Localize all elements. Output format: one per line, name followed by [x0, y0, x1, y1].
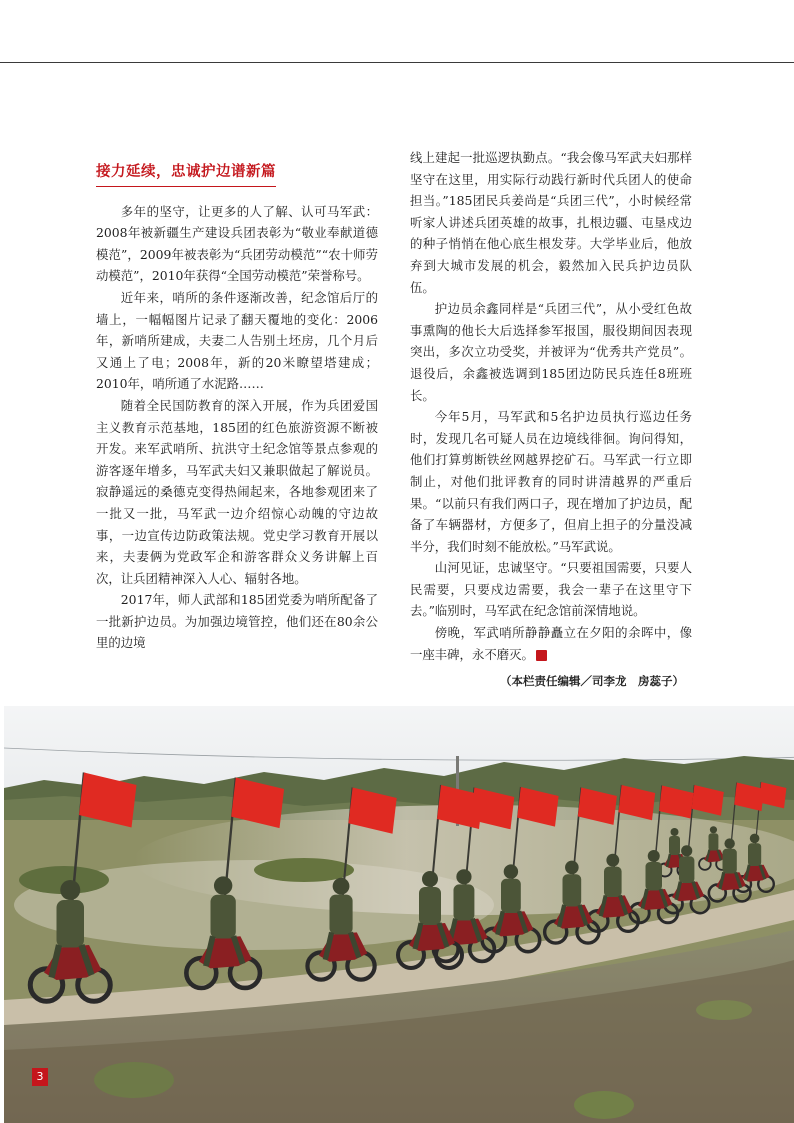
section-heading: 接力延续，忠诚护边谱新篇	[96, 162, 276, 187]
editor-credit: （本栏责任编辑／司李龙 房蕊子）	[500, 674, 684, 689]
end-mark-icon: 图	[536, 650, 547, 661]
final-paragraph-text: 傍晚，军武哨所静静矗立在夕阳的余晖中，像一座丰碑，永不磨灭。	[410, 625, 692, 662]
paragraph: 今年5月，马军武和5名护边员执行巡边任务时，发现几名可疑人员在边境线徘徊。询问得知，他们打算剪断铁丝网越界挖矿石。马军武一行立即制止，对他们批评教育的同时讲清越界的严重后果。“以前只有我们两口子，现在增加了护边员，配备了车辆器材，方便多了，但肩上担子的分量没减半分，我们时刻不能放松。”马军武说。	[410, 409, 692, 554]
article-column-right	[410, 147, 692, 693]
page-number: 3	[32, 1068, 48, 1086]
paragraph: 近年来，哨所的条件逐渐改善，纪念馆后厅的墙上，一幅幅图片记录了翻天覆地的变化：2006年，新哨所建成，夫妻二人告别土坯房，几个月后又通上了电；2008年，新的20米瞭望塔建成；2010年，哨所通了水泥路……	[96, 289, 378, 392]
header-rule	[0, 62, 794, 63]
paragraph: 护边员余鑫同样是“兵团三代”，从小受红色故事熏陶的他长大后选择参军报国，服役期间因表现突出，多次立功受奖，并被评为“优秀共产党员”。退役后，余鑫被选调到185团边防民兵连任8班班长。	[410, 301, 692, 403]
motorcycle-convoy-with-red-flags-icon	[4, 706, 794, 1123]
paragraph: 多年的坚守，让更多的人了解、认可马军武：2008年被新疆生产建设兵团表彰为“敬业奉献道德模范”，2009年被表彰为“兵团劳动模范”“农十师劳动模范”，2010年获得“全国劳动模范”荣誉称号。	[96, 203, 378, 284]
paragraph-continued: 线上建起一批巡逻执勤点。“我会像马军武夫妇那样坚守在这里，用实际行动践行新时代兵团人的使命担当。”185团民兵姜尚是“兵团三代”，小时候经常听家人讲述兵团英雄的故事，扎根边疆、屯垦戍边的种子悄悄在他心底生根发芽。大学毕业后，他放弃到大城市发展的机会，毅然加入民兵护边员队伍。	[410, 150, 692, 295]
convoy-photo	[4, 706, 794, 1123]
paragraph: 随着全民国防教育的深入开展，作为兵团爱国主义教育示范基地，185团的红色旅游资源不断被开发。来军武哨所、抗洪守土纪念馆等景点参观的游客逐年增多，马军武夫妇又兼职做起了解说员。寂静遥远的桑德克变得热闹起来，各地参观团来了一批又一批，马军武一边介绍惊心动魄的守边故事，一边宣传边防政策法规。党史学习教育开展以来，夫妻俩为党政军企和游客群众义务讲解上百次，让兵团精神深入人心、辐射各地。	[96, 397, 378, 586]
article-column-left	[96, 161, 378, 654]
paragraph: 山河见证，忠诚坚守。“只要祖国需要，只要人民需要，只要戍边需要，我会一辈子在这里守下去。”临别时，马军武在纪念馆前深情地说。	[410, 560, 692, 619]
paragraph: 2017年，师人武部和185团党委为哨所配备了一批新护边员。为加强边境管控，他们还在80余公里的边境	[96, 592, 378, 651]
final-paragraph	[410, 622, 692, 665]
